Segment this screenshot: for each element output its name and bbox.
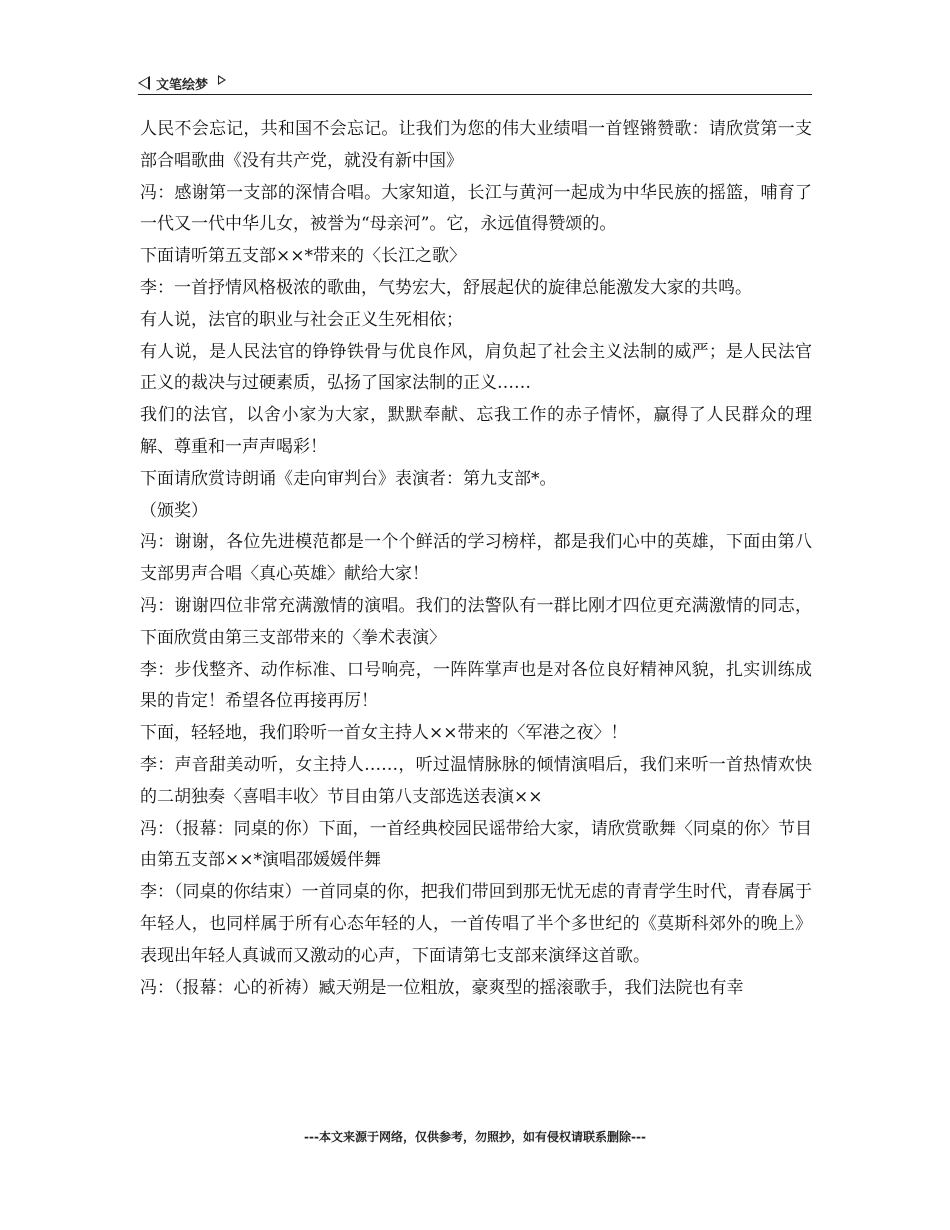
paragraph: 下面请听第五支部××*带来的〈长江之歌〉 (140, 246, 466, 267)
triangle-left-icon (138, 76, 150, 90)
page-header (138, 72, 812, 95)
page-footer: ---本文来源于网络，仅供参考，勿照抄，如有侵权请联系删除--- (304, 1130, 646, 1144)
paragraph: 有人说，是人民法官的铮铮铁骨与优良作风，肩负起了社会主义法制的威严；是人民法官正义的裁决与过硬素质，弘扬了国家法制的正义…… (140, 341, 812, 394)
paragraph: 下面，轻轻地，我们聆听一首女主持人××带来的〈军港之夜〉！ (140, 723, 628, 744)
paragraph: 人民不会忘记，共和国不会忘记。让我们为您的伟大业绩唱一首铿锵赞歌：请欣赏第一支部合唱歌曲《没有共产党，就没有新中国》 (140, 119, 812, 171)
triangle-right-icon (218, 75, 226, 85)
paragraph: 我们的法官，以舍小家为大家，默默奉献、忘我工作的赤子情怀，赢得了人民群众的理解、尊重和一声声喝彩！ (140, 405, 812, 457)
paragraph: 冯：（报幕：心的祈祷）臧天朔是一位粗放，豪爽型的摇滚歌手，我们法院也有幸 (140, 977, 744, 998)
paragraph: （颁奖） (140, 500, 208, 521)
document-body (140, 114, 812, 1004)
paragraph: 冯：感谢第一支部的深情合唱。大家知道，长江与黄河一起成为中华民族的摇篮，哺育了一代又一代中华儿女，被誉为“母亲河”。它，永远值得赞颂的。 (140, 182, 812, 235)
header-title: 文笔绘梦 (156, 77, 209, 93)
paragraph: 李：步伐整齐、动作标准、口号响亮，一阵阵掌声也是对各位良好精神风貌，扎实训练成果的肯定！希望各位再接再厉！ (140, 659, 812, 712)
paragraph: 下面请欣赏诗朗诵《走向审判台》表演者：第九支部*。 (140, 468, 557, 489)
paragraph: 李：一首抒情风格极浓的歌曲，气势宏大，舒展起伏的旋律总能激发大家的共鸣。 (140, 277, 752, 298)
paragraph: 冯：谢谢，各位先进模范都是一个个鲜活的学习榜样，都是我们心中的英雄，下面由第八支部男声合唱〈真心英雄〉献给大家！ (140, 532, 812, 585)
paragraph: 李：声音甜美动听，女主持人……，听过温情脉脉的倾情演唱后，我们来听一首热情欢快的二胡独奏〈喜唱丰收〉节目由第八支部选送表演×× (140, 754, 812, 807)
paragraph: 冯：谢谢四位非常充满激情的演唱。我们的法警队有一群比刚才四位更充满激情的同志，下面欣赏由第三支部带来的〈拳术表演〉 (140, 595, 812, 648)
paragraph: 有人说，法官的职业与社会正义生死相依； (140, 309, 463, 330)
paragraph: 李：（同桌的你结束）一首同桌的你，把我们带回到那无忧无虑的青青学生时代，青春属于年轻人，也同样属于所有心态年轻的人，一首传唱了半个多世纪的《莫斯科郊外的晚上》表现出年轻人真诚而又激动的心声，下面请第七支部来演绎这首歌。 (140, 882, 812, 966)
paragraph: 冯：（报幕：同桌的你）下面，一首经典校园民谣带给大家，请欣赏歌舞〈同桌的你〉节目由第五支部××*演唱邵媛媛伴舞 (140, 818, 812, 871)
